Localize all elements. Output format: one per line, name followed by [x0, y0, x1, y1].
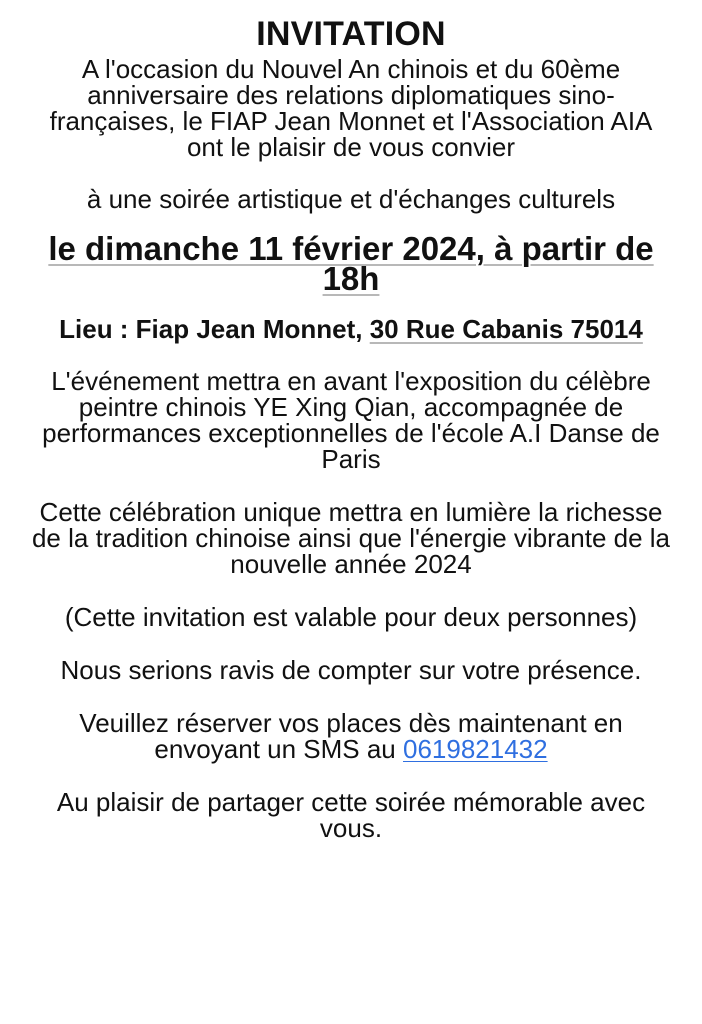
- event-date[interactable]: [30, 230, 672, 297]
- validity-note: (Cette invitation est valable pour deux personnes): [64, 602, 638, 632]
- closing-paragraph: Au plaisir de partager cette soirée mémorable avec vous.: [56, 787, 646, 843]
- reservation-text: Veuillez réserver vos places dès maintenant en envoyant un SMS au: [79, 708, 623, 764]
- location-address-link[interactable]: 30 Rue Cabanis 75014: [369, 314, 643, 344]
- invitation-title: INVITATION: [256, 15, 446, 53]
- intro-paragraph: A l'occasion du Nouvel An chinois et du 60ème anniversaire des relations diplomatiques sino-françaises, le FIAP Jean Monnet et l'Association AIA ont le plaisir de vous convier: [49, 54, 653, 162]
- exhibition-paragraph: L'événement mettra en avant l'exposition du célèbre peintre chinois YE Xing Qian, accompagnée de performances exceptionnelles de l'école A.I Danse de Paris: [42, 366, 660, 474]
- event-location: [30, 316, 672, 343]
- location-prefix: Lieu : Fiap Jean Monnet,: [59, 314, 370, 344]
- presence-paragraph: Nous serions ravis de compter sur votre présence.: [60, 655, 642, 685]
- celebration-paragraph: Cette célébration unique mettra en lumière la richesse de la tradition chinoise ainsi que l'énergie vibrante de la nouvelle année 2024: [31, 497, 671, 579]
- reservation-paragraph: [30, 710, 672, 762]
- event-description: à une soirée artistique et d'échanges culturels: [86, 184, 616, 214]
- phone-number-link[interactable]: 0619821432: [403, 734, 548, 764]
- event-date-link[interactable]: le dimanche 11 février 2024, à partir de 18h: [48, 230, 654, 297]
